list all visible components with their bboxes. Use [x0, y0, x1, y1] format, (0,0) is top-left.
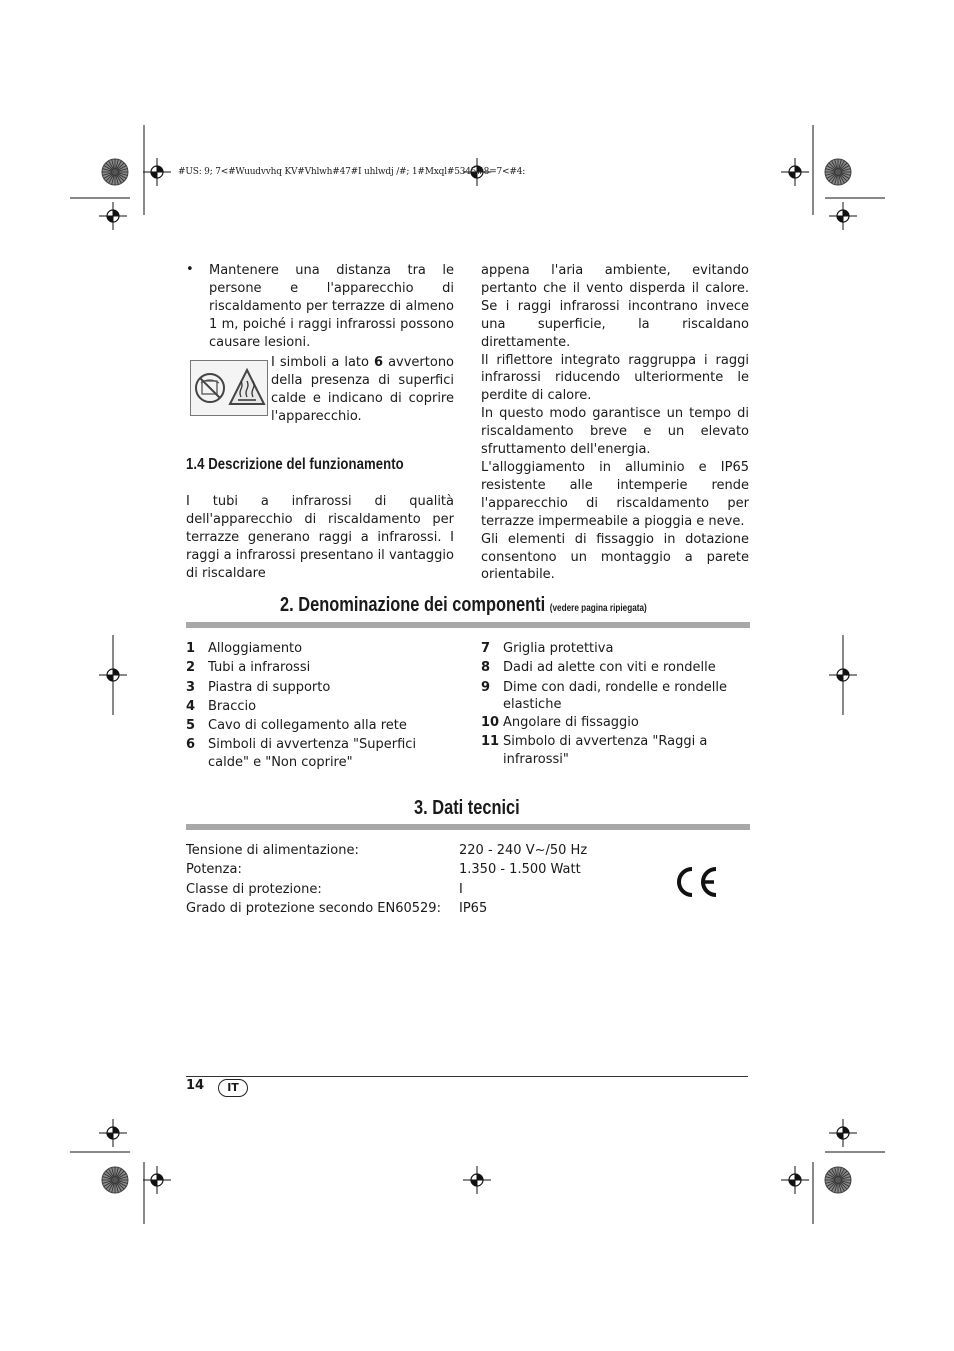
function-description-left: I tubi a infrarossi di qualità dell'apparecchio di riscaldamento per terrazze generano raggi a infrarossi. I raggi a infrarossi presentano il vantaggio di riscaldare [186, 494, 454, 581]
list-item: 10 Angolare di fissaggio [481, 715, 639, 731]
function-description-right [481, 262, 749, 584]
crosshair-registration-icon [143, 158, 171, 186]
section-2-heading: 2. Denominazione dei componenti (vedere pagina ripiegata) [280, 594, 647, 616]
spec-row: Classe di protezione: I [186, 881, 463, 897]
list-item: 3 Piastra di supporto [186, 679, 331, 695]
right-paragraph: Il riflettore integrato raggruppa i raggi infrarossi riducendo ulteriormente le perdite di calore. [481, 352, 749, 404]
right-paragraph: Gli elementi di fissaggio in dotazione consentono un montaggio a parete orientabile. [481, 531, 749, 583]
crosshair-registration-icon [99, 202, 127, 230]
technical-data-table [186, 841, 606, 918]
page-number: 14 [186, 1078, 205, 1093]
list-item: 9 Dime con dadi, rondelle e rondelle elastiche [481, 679, 727, 712]
spec-row: Grado di protezione secondo EN60529: IP65 [186, 900, 488, 916]
color-calibration-target-icon [102, 159, 128, 185]
crosshair-registration-icon [781, 158, 809, 186]
distance-bullet-text: Mantenere una distanza tra le persone e l'apparecchio di riscaldamento per terrazze di almeno 1 m, poiché i raggi infrarossi possono causare lesioni. [209, 263, 454, 350]
right-paragraph: L'alloggiamento in alluminio e IP65 resistente alle intemperie rende l'apparecchio di riscaldamento per terrazze impermeabile a pioggia e neve. [481, 459, 749, 529]
section-2-subnote: (vedere pagina ripiegata) [549, 603, 647, 614]
warning-symbols-note: I simboli a lato 6 avvertono della presenza di superfici calde e indicano di coprire l'apparecchio. [271, 355, 455, 424]
list-item: 1 Alloggiamento [186, 641, 303, 656]
color-calibration-target-icon [825, 1167, 851, 1193]
crosshair-registration-icon [781, 1166, 809, 1194]
components-list-right [481, 639, 749, 768]
section-1-4-heading: 1.4 Descrizione del funzionamento [186, 456, 404, 473]
spec-row: Tensione di alimentazione: 220 - 240 V~/50 Hz [186, 843, 588, 858]
list-item: 8 Dadi ad alette con viti e rondelle [481, 660, 716, 676]
section-3-heading: 3. Dati tecnici [414, 797, 520, 819]
warning-symbols-box [190, 360, 268, 416]
list-item: 4 Braccio [186, 698, 257, 714]
color-calibration-target-icon [102, 1167, 128, 1193]
crosshair-registration-icon [829, 202, 857, 230]
color-calibration-target-icon [825, 159, 851, 185]
bullet-point: • [186, 262, 194, 277]
language-badge: IT [218, 1079, 248, 1097]
right-paragraph: appena l'aria ambiente, evitando pertanto che il vento disperda il calore. Se i raggi infrarossi incontrano invece una superficie, la riscaldano direttamente. [481, 263, 749, 350]
ce-mark-logo [672, 865, 720, 903]
list-item: 2 Tubi a infrarossi [186, 660, 311, 676]
crosshair-registration-icon [829, 661, 857, 689]
list-item: 6 Simboli di avvertenza "Superfici calde" e "Non coprire" [186, 737, 417, 770]
crosshair-registration-icon [99, 661, 127, 689]
no-cover-warning-icon [196, 374, 224, 402]
crosshair-registration-icon [463, 1166, 491, 1194]
right-paragraph: In questo modo garantisce un tempo di riscaldamento breve e un elevato sfruttamento dell'energia. [481, 406, 749, 458]
components-list-left [186, 639, 454, 771]
list-item: 7 Griglia protettiva [481, 641, 614, 656]
crosshair-registration-icon [829, 1119, 857, 1147]
crosshair-registration-icon [99, 1119, 127, 1147]
list-item: 11 Simbolo di avvertenza "Raggi a infrarossi" [481, 734, 708, 767]
section-divider [186, 622, 750, 628]
print-job-code: #US: 9; 7<#Wuudvvhq KV#Vhlwh#47#I uhlwdj /#; 1#Mxql#5345#8=7<#4: [178, 167, 526, 177]
list-item: 5 Cavo di collegamento alla rete [186, 718, 407, 734]
footer-rule [186, 1076, 748, 1077]
hot-surface-warning-icon [230, 370, 264, 404]
spec-row: Potenza: 1.350 - 1.500 Watt [186, 862, 581, 878]
crosshair-registration-icon [143, 1166, 171, 1194]
section-divider [186, 824, 750, 830]
